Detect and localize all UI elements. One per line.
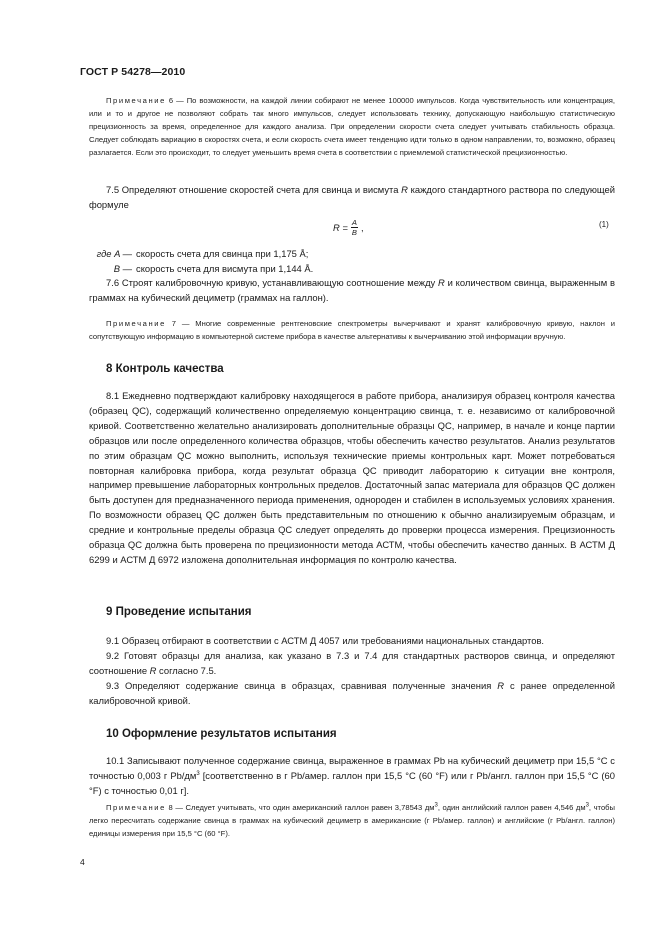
- paragraph-10-1: 10.1 Записывают полученное содержание свинца, выраженное в граммах Pb на кубический дециметр при 15,5 °С с точностью 0,003 г $Pb/дм^3$ [соответственно в г Pb/амер. галлон при 15,5 °С (60 °F) или г Pb/англ. галлон при 15,5 °С (60 °F) с точностью 0,01 г].: [89, 755, 615, 796]
- legend-text: скорость счета для свинца при 1,175 Å;: [136, 248, 309, 259]
- paragraph-9-1: 9.1 Образец отбирают в соответствии с АСТМ Д 4057 или требованиями национальных стандартов.: [106, 635, 545, 646]
- page-number: 4: [80, 857, 85, 867]
- paragraph-8-1: 8.1 Ежедневно подтверждают калибровку находящегося в работе прибора, анализируя образец контроля качества (образец QC), содержащий количественно определяемую концентрацию свинца, т. е. независимо от калибровочной кривой. Соответственно желательно анализировать дополнительные образцы QC, например, в начале и конце партии образцов или после определенного количества образцов, чтобы обеспечить качество результатов. Анализ результатов по этим образцам QC можно выполнить, используя технические приемы контрольных карт. Может потребоваться повторная калибровка прибора, когда результат образца QC приводит лабораторию к ситуации вне контроля, например превышение лабораторных контрольных пределов. Достаточный запас материала для образцов QC должен быть доступен для предназначенного периода применения, однороден и стабилен в используемых условиях хранения. По возможности образец QC должен быть представительным по отношению к обычно анализируемым образцам, и средние и контрольные пределы образца QC следует определять до проверки процесса измерения. Прецизионность образца QC должна быть проверена по прецизионности метода АСТМ, чтобы обеспечить качество данных. В АСТМ Д 6299 и АСТМ Д 6972 изложена дополнительная информация по контролю качества.: [89, 390, 615, 565]
- legend-text: скорость счета для висмута при 1,144 Å.: [136, 262, 314, 274]
- legend-key: где A —: [96, 248, 132, 259]
- legend-row: [80, 262, 313, 277]
- note-label: Примечание: [106, 319, 166, 328]
- paragraph-9-2: 9.2 Готовят образцы для анализа, как указано в 7.3 и 7.4 для стандартных растворов свинца, и определяют соотношение R согласно 7.5.: [89, 649, 615, 676]
- formula-tail: ,: [360, 222, 364, 233]
- paragraph-text: 7.5 Определяют отношение скоростей счета для свинца и висмута: [106, 184, 402, 195]
- formula-lhs: R =: [333, 222, 348, 233]
- note-6: [89, 95, 615, 160]
- paragraph-text: каждого стандартного раствора по следующей формуле: [89, 184, 615, 210]
- note-8: Примечание 8 — Следует учитывать, что один американский галлон равен 3,78543 $дм^3$, один английский галлон равен 4,546 $дм^3$, чтобы легко пересчитать содержание свинца в граммах на кубический дециметр в американские (г Pb/амер. галлон) и английские (г Pb/англ. галлон) единицы измерения при 15,5 °С (60 °F).: [89, 802, 615, 838]
- legend-row: [80, 247, 313, 262]
- formula-numerator: A: [351, 218, 357, 227]
- note-7: [89, 318, 615, 344]
- paragraph-7-5: [89, 183, 615, 213]
- equation-number: (1): [599, 220, 609, 229]
- formula-denominator: B: [351, 228, 357, 237]
- formula-legend: [80, 247, 313, 276]
- note-label: Примечание: [106, 803, 166, 812]
- variable-r: R: [438, 277, 445, 288]
- legend-key: B —: [113, 262, 132, 274]
- paragraph-text: 7.6 Строят калибровочную кривую, устанавливающую соотношение между: [106, 277, 439, 288]
- variable-r: R: [401, 184, 408, 195]
- note-text: 6 — По возможности, на каждой линии собирают не менее 100000 импульсов. Когда чувствительность или концентрация, или и то и другое не позволяют собрать так много импульсов, следует использовать технику, допускающую наибольшую статистическую прецизионность за время, определенное для каждого анализа. При определении скорости счета следует учитывать стабильность образца. Следует соблюдать вариацию в скоростях счета, и если скорость счета имеет тенденцию идти только в одном направлении, то, возможно, образец разлагается. Если это происходит, то следует уменьшить время счета в соответствии с приемлемой статистической прецизионностью.: [89, 96, 615, 157]
- section-10-heading: 10 Оформление результатов испытания: [106, 728, 337, 740]
- formula-fraction: [351, 218, 358, 237]
- paragraph-7-6: [89, 276, 615, 306]
- page-header: ГОСТ Р 54278—2010: [80, 66, 186, 78]
- paragraph-text: и количеством свинца, выраженным в граммах на кубический дециметр (граммах на галлон).: [89, 277, 615, 303]
- note-text: 7 — Многие современные рентгеновские спектрометры вычерчивают и хранят калибровочную кривую, наклон и сопутствующую информацию в компьютерной системе прибора в качестве альтернативы к вычерчиванию этой информации вручную.: [89, 319, 615, 341]
- section-8-heading: 8 Контроль качества: [106, 363, 224, 375]
- section-9-body: [89, 634, 615, 709]
- section-9-heading: 9 Проведение испытания: [106, 606, 252, 618]
- note-label: Примечание: [106, 96, 166, 105]
- formula-1: [333, 218, 364, 237]
- paragraph-9-3: 9.3 Определяют содержание свинца в образцах, сравнивая полученные значения R с ранее определенной калибровочной кривой.: [89, 679, 615, 706]
